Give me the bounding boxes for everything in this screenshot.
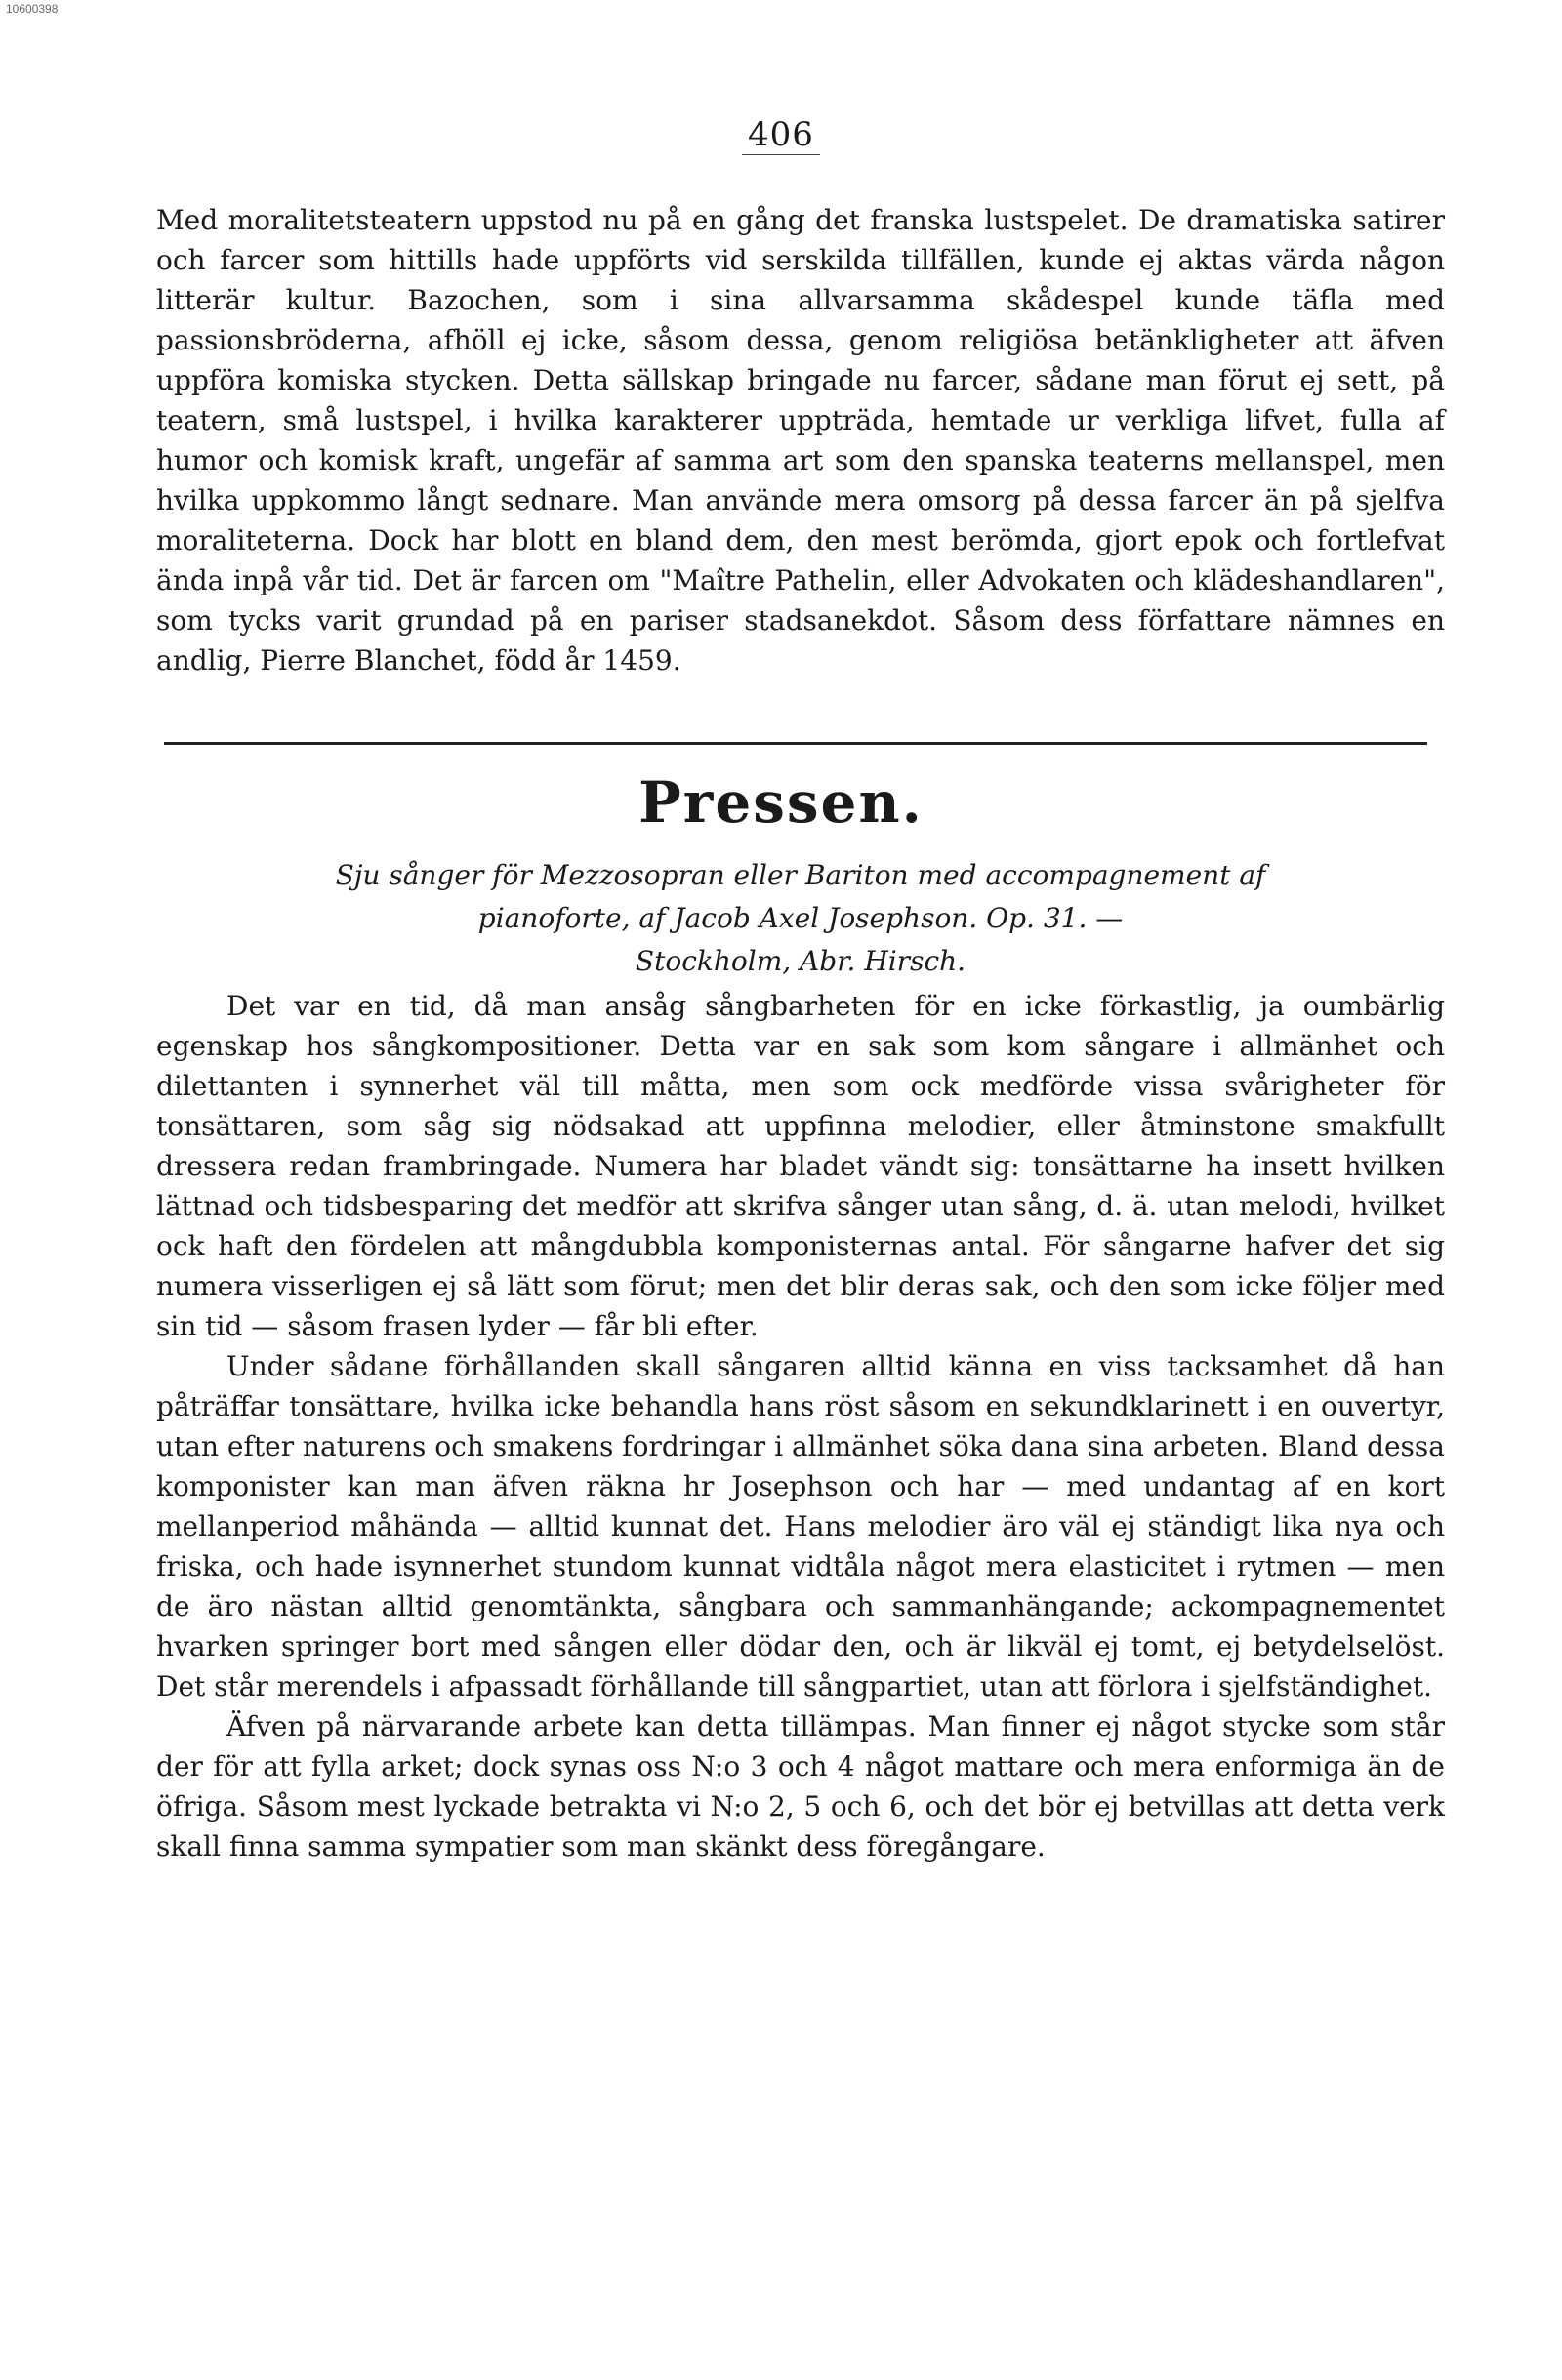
paragraph-josephson: Under sådane förhållanden skall sångaren alltid känna en viss tacksamhet då han påträffar tonsättare, hvilka icke behandla hans röst såsom en sekundklarinett i en ouvertyr, utan efter naturens och smakens fordringar i allmänhet söka dana sina arbeten. Bland dessa komponister kan man äfven räkna hr Josephson och har — med undantag af en kort mellanperiod måhända — alltid kunnat det. Hans melodier äro väl ej ständigt lika nya och friska, och hade isynnerhet stundom kunnat vidtåla något mera elasticitet i rytmen — men de äro nästan alltid genomtänkta, sångbara och sammanhängande; ackompagnementet hvarken springer bort med sången eller dödar den, och är likväl ej tomt, ej betydelselöst. Det står merendels i afpassadt förhållande till sångpartiet, utan att förlora i sjelfständighet. [156, 1350, 1445, 1703]
citation-line-3: Stockholm, Abr. Hirsch. [635, 945, 966, 977]
paragraph-moralitetsteatern: Med moralitetsteatern uppstod nu på en gång det franska lustspelet. De dramatiska satirer och farcer som hittills hade uppförts vid serskilda tillfällen, kunde ej aktas värda någon litterär kultur. Bazochen, som i sina allvarsamma skådespel kunde täfla med passionsbröderna, afhöll ej icke, såsom dessa, genom religiösa betänkligheter att äfven uppföra komiska stycken. Detta sällskap bringade nu farcer, sådane man förut ej sett, på teatern, små lustspel, i hvilka karakterer uppträda, hemtade ur verkliga lifvet, fulla af humor och komisk kraft, ungefär af samma art som den spanska teaterns mellanspel, men hvilka uppkommo långt sednare. Man använde mera omsorg på dessa farcer än på sjelfva moraliteterna. Dock har blott en bland dem, den mest berömda, gjort epok och fortlefvat ända inpå vår tid. Det är farcen om "Maître Pathelin, eller Advokaten och klädeshandlaren", som tycks varit grundad på en pariser stadsanekdot. Såsom dess författare nämnes en andlig, Pierre Blanchet, född år 1459. [156, 204, 1445, 677]
archive-id: 10600398 [6, 2, 59, 16]
review-body [156, 986, 1445, 1867]
section-heading: Pressen. [638, 769, 924, 836]
review-citation [215, 854, 1386, 983]
page-number-text: 406 [742, 115, 820, 155]
section-divider [164, 742, 1427, 745]
paragraph-sangbarhet: Det var en tid, då man ansåg sångbarheten för en icke förkastlig, ja oumbärlig egenskap hos sångkompositioner. Detta var en sak som kom sångare i allmänhet och dilettanten i synnerhet väl till måtta, men som ock medförde vissa svårigheter för tonsättaren, som såg sig nödsakad att uppfinna melodier, eller åtminstone smakfullt dressera redan frambringade. Numera har bladet vändt sig: tonsättarne ha insett hvilken lättnad och tidsbesparing det medför att skrifva sånger utan sång, d. ä. utan melodi, hvilket ock haft den fördelen att mångdubbla komponisternas antal. För sångarne hafver det sig numera visserligen ej så lätt som förut; men det blir deras sak, och den som icke följer med sin tid — såsom frasen lyder — får bli efter. [156, 990, 1445, 1342]
citation-line-2: pianoforte, af Jacob Axel Josephson. Op. 31. — [477, 902, 1124, 934]
citation-line-1: Sju sånger för Mezzosopran eller Bariton med accompagnement af [335, 859, 1266, 891]
page-number [0, 115, 1562, 154]
article-continuation [156, 200, 1445, 680]
paragraph-narvarande-arbete: Äfven på närvarande arbete kan detta tillämpas. Man finner ej något stycke som står der för att fylla arket; dock synas oss N:o 3 och 4 något mattare och mera enformiga än de öfriga. Såsom mest lyckade betrakta vi N:o 2, 5 och 6, och det bör ej betvillas att detta verk skall finna samma sympatier som man skänkt dess föregångare. [156, 1710, 1445, 1863]
